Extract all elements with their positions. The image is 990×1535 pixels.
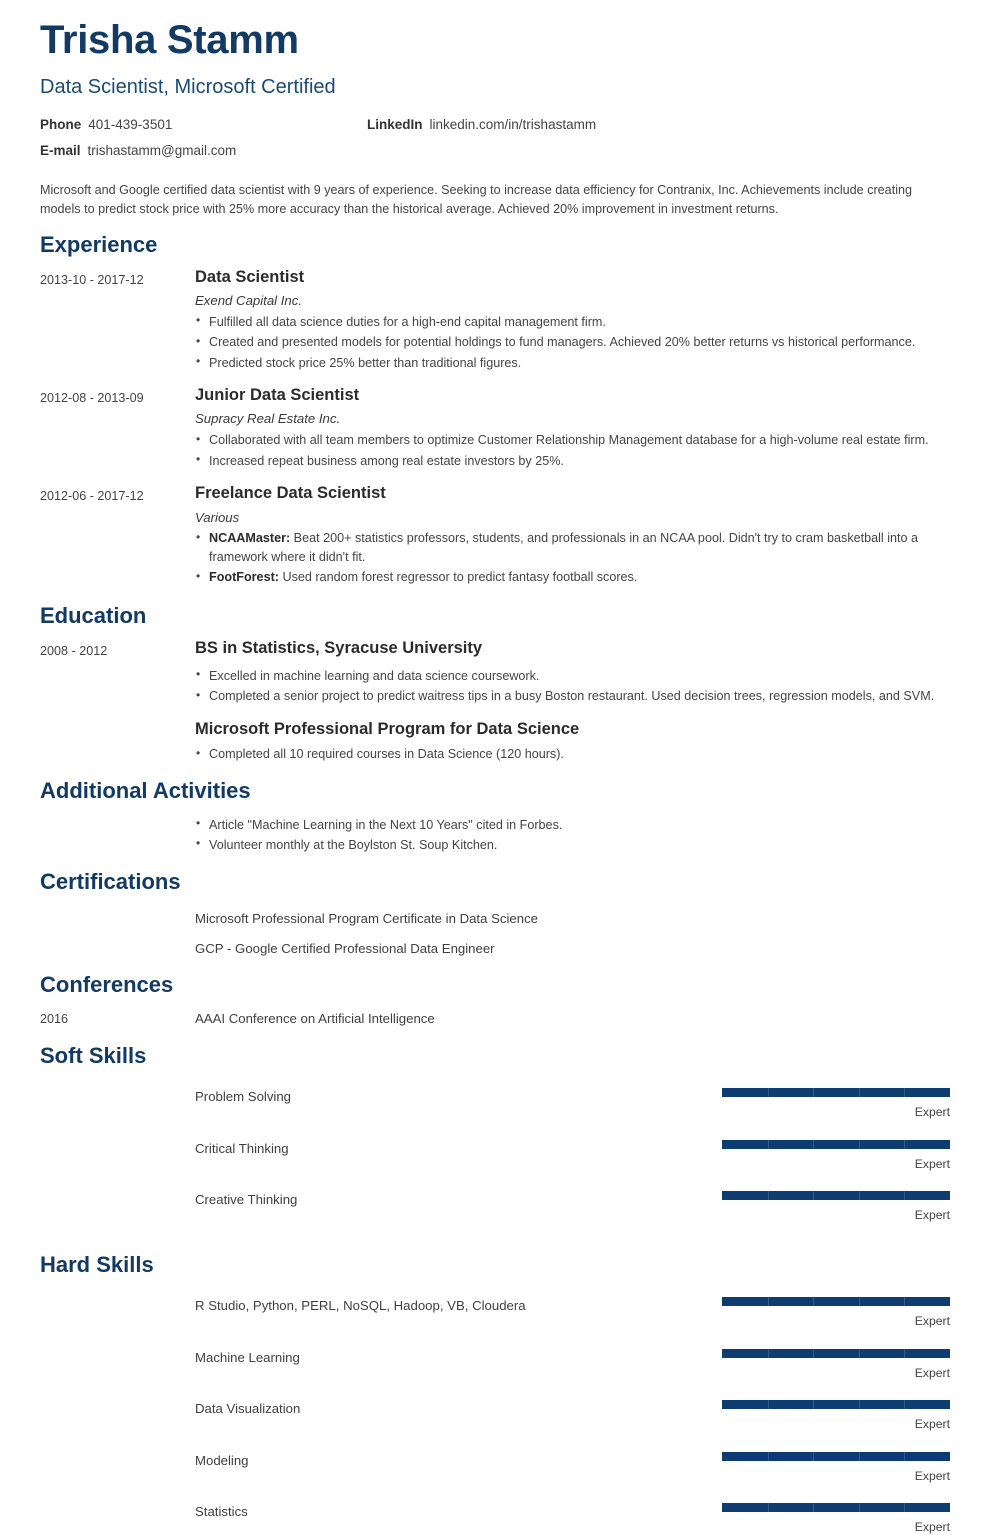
- bullet-text: Beat 200+ statistics professors, students, and professionals in an NCAA pool. Didn't try to cram basketball into a framework where it didn't fit.: [209, 531, 919, 564]
- skill-level-bar: [722, 1088, 950, 1097]
- activities-date: [40, 814, 195, 818]
- bullet-text: Fulfilled all data science duties for a high-end capital management firm.: [209, 314, 606, 329]
- hard-skill-row: [40, 1349, 950, 1380]
- education-date: 2008 - 2012: [40, 644, 108, 659]
- experience-body: [195, 268, 950, 372]
- experience-role: Data Scientist: [195, 267, 305, 286]
- spacer: [40, 1380, 950, 1400]
- activities-body: [195, 814, 950, 855]
- section-title-hard-skills: Hard Skills: [40, 1252, 154, 1278]
- contact-email[interactable]: [40, 143, 367, 158]
- soft-skill-name: Problem Solving: [195, 1089, 292, 1105]
- soft-skill-body: [195, 1191, 950, 1222]
- spacer: [40, 256, 950, 268]
- hard-skill-meter: [722, 1349, 950, 1380]
- bullet-item: [195, 431, 950, 449]
- certification-entry: [40, 940, 950, 957]
- section-title-certifications: Certifications: [40, 869, 181, 895]
- conference-date: 2016: [40, 1011, 69, 1026]
- conference-body: [195, 1010, 950, 1027]
- soft-skill-meter: [722, 1088, 950, 1119]
- bullet-item: • Article "Machine Learning in the Next 10 Years" cited in Forbes.: [195, 816, 950, 834]
- skill-level-bar: [722, 1191, 950, 1200]
- bullet-item: • Excelled in machine learning and data science coursework.: [195, 667, 950, 685]
- soft-skill-level: Expert: [914, 1208, 950, 1223]
- experience-org: Supracy Real Estate Inc.: [195, 411, 341, 427]
- hard-skill-body: [195, 1503, 950, 1534]
- experience-entry: [40, 386, 950, 470]
- soft-skill-body: [195, 1140, 950, 1171]
- soft-skill-row: [40, 1191, 950, 1222]
- hard-skill-name: Modeling: [195, 1452, 249, 1468]
- skill-level-bar: [722, 1400, 950, 1409]
- spacer: [40, 1067, 950, 1088]
- soft-skill-name: Creative Thinking: [195, 1192, 298, 1208]
- skill-level-bar: [722, 1349, 950, 1358]
- experience-entry: [40, 268, 950, 372]
- bullet-text: Used random forest regressor to predict fantasy football scores.: [278, 570, 638, 585]
- hard-skill-meter: [722, 1297, 950, 1328]
- conference-entry: [40, 1010, 950, 1029]
- spacer: [40, 706, 950, 720]
- spacer: [40, 1120, 950, 1140]
- spacer: [40, 1432, 950, 1452]
- bullet-item: [195, 313, 950, 331]
- bullet-item: [195, 333, 950, 351]
- contact-linkedin-value[interactable]: linkedin.com/in/trishastamm: [429, 117, 597, 132]
- section-title-education: Education: [40, 603, 147, 629]
- education-entry: [40, 720, 950, 764]
- contact-email-value[interactable]: trishastamm@gmail.com: [87, 143, 237, 158]
- soft-skill-meter: [722, 1140, 950, 1171]
- experience-org: Various: [195, 509, 240, 525]
- experience-bullets: [195, 313, 950, 372]
- hard-skill-row: [40, 1452, 950, 1483]
- hard-skill-meter: [722, 1503, 950, 1534]
- spacer: [40, 627, 950, 639]
- certification-date: [40, 940, 195, 944]
- bullet-highlight: FootForest:: [209, 570, 279, 585]
- skill-level-bar: [722, 1140, 950, 1149]
- professional-summary: Microsoft and Google certified data scientist with 9 years of experience. Seeking to increase data efficiency for Contranix, Inc. Achievements include creating models to predict stock price with 25% more accuracy than the historical average. Achieved 20% improvement in investment returns.: [40, 183, 912, 217]
- conference-name: AAAI Conference on Artificial Intelligence: [195, 1010, 435, 1026]
- bullet-text: Created and presented models for potential holdings to fund managers. Achieved 20% better returns vs historical performance.: [209, 335, 916, 350]
- contact-linkedin[interactable]: [367, 117, 596, 132]
- bullet-item: [195, 452, 950, 470]
- certification-body: [195, 910, 950, 927]
- activities-entry: [40, 814, 950, 855]
- experience-bullets: [195, 431, 950, 470]
- education-body: [195, 720, 950, 764]
- soft-skill-level: Expert: [914, 1156, 950, 1171]
- bullet-item: [195, 529, 950, 566]
- education-bullets: [195, 745, 950, 763]
- hard-skill-row: [40, 1400, 950, 1431]
- bullet-text: Predicted stock price 25% better than traditional figures.: [209, 355, 522, 370]
- candidate-name: Trisha Stamm: [40, 18, 299, 62]
- section-title-soft-skills: Soft Skills: [40, 1043, 147, 1069]
- hard-skill-level: Expert: [914, 1468, 950, 1483]
- experience-body: [195, 386, 950, 470]
- hard-skill-name: Statistics: [195, 1504, 248, 1520]
- hard-skill-meter: [722, 1400, 950, 1431]
- hard-skill-name: Data Visualization: [195, 1401, 301, 1417]
- experience-role: Freelance Data Scientist: [195, 484, 386, 503]
- bullet-highlight: NCAAMaster:: [209, 531, 291, 546]
- contact-email-label: E-mail: [40, 143, 81, 158]
- bullet-item: [195, 354, 950, 372]
- skill-level-bar: [722, 1452, 950, 1461]
- hard-skill-name: R Studio, Python, PERL, NoSQL, Hadoop, VB, Cloudera: [195, 1298, 526, 1314]
- section-title-additional-activities: Additional Activities: [40, 777, 251, 803]
- bullet-item: [195, 568, 950, 586]
- section-title-experience: Experience: [40, 231, 158, 257]
- hard-skill-level: Expert: [914, 1417, 950, 1432]
- soft-skill-level: Expert: [914, 1105, 950, 1120]
- education-degree: Microsoft Professional Program for Data Science: [195, 719, 580, 738]
- spacer: [40, 470, 950, 484]
- education-body: [195, 639, 950, 705]
- hard-skill-body: [195, 1349, 950, 1380]
- bullet-text: Increased repeat business among real estate investors by 25%.: [209, 453, 564, 468]
- contact-details: [40, 117, 950, 169]
- hard-skill-row: [40, 1503, 950, 1534]
- contact-row-1: [40, 117, 950, 143]
- soft-skill-row: [40, 1088, 950, 1119]
- certification-date: [40, 910, 195, 914]
- bullet-item: • Completed a senior project to predict waitress tips in a busy Boston restaurant. Used decision trees, regression models, and SVM.: [195, 687, 950, 705]
- spacer: [40, 1276, 950, 1297]
- experience-date: 2013-10 - 2017-12: [40, 272, 144, 287]
- soft-skill-meter: [722, 1191, 950, 1222]
- contact-phone-label: Phone: [40, 117, 82, 132]
- contact-phone-value: 401-439-3501: [88, 117, 173, 132]
- hard-skill-name: Machine Learning: [195, 1349, 300, 1365]
- experience-org: Exend Capital Inc.: [195, 293, 303, 308]
- soft-skill-body: [195, 1088, 950, 1119]
- bullet-item: • Volunteer monthly at the Boylston St. Soup Kitchen.: [195, 836, 950, 854]
- candidate-job-title: Data Scientist, Microsoft Certified: [40, 76, 336, 98]
- spacer: [40, 1483, 950, 1503]
- certification-entry: [40, 910, 950, 927]
- experience-date: 2012-08 - 2013-09: [40, 390, 144, 405]
- skill-level-bar: [722, 1503, 950, 1512]
- education-entry: [40, 639, 950, 705]
- certification-name: GCP - Google Certified Professional Data Engineer: [195, 941, 495, 957]
- soft-skill-row: [40, 1140, 950, 1171]
- experience-body: [195, 484, 950, 586]
- experience-role: Junior Data Scientist: [195, 385, 360, 404]
- experience-bullets: [195, 529, 950, 586]
- hard-skill-body: [195, 1452, 950, 1483]
- contact-row-2: [40, 143, 950, 169]
- education-date: [40, 720, 195, 724]
- hard-skill-meter: [722, 1452, 950, 1483]
- hard-skill-body: [195, 1400, 950, 1431]
- bullet-item: • Completed all 10 required courses in Data Science (120 hours).: [195, 745, 950, 763]
- soft-skill-name: Critical Thinking: [195, 1140, 289, 1156]
- education-bullets: [195, 667, 950, 706]
- section-title-conferences: Conferences: [40, 971, 174, 997]
- activities-bullets: [195, 816, 950, 855]
- education-degree: BS in Statistics, Syracuse University: [195, 639, 483, 658]
- hard-skill-body: [195, 1297, 950, 1328]
- contact-linkedin-label: LinkedIn: [367, 117, 423, 132]
- hard-skill-level: Expert: [914, 1314, 950, 1329]
- spacer: [40, 1329, 950, 1349]
- skill-level-bar: [722, 1297, 950, 1306]
- certification-body: [195, 940, 950, 957]
- spacer: [40, 372, 950, 386]
- hard-skill-row: [40, 1297, 950, 1328]
- certification-name: Microsoft Professional Program Certificate in Data Science: [195, 911, 539, 927]
- contact-phone: [40, 117, 367, 132]
- spacer: [40, 1171, 950, 1191]
- experience-date: 2012-06 - 2017-12: [40, 489, 144, 504]
- experience-entry: [40, 484, 950, 586]
- hard-skill-level: Expert: [914, 1365, 950, 1380]
- bullet-text: Collaborated with all team members to optimize Customer Relationship Management database for a high-volume real estate firm.: [209, 433, 929, 448]
- hard-skill-level: Expert: [914, 1520, 950, 1535]
